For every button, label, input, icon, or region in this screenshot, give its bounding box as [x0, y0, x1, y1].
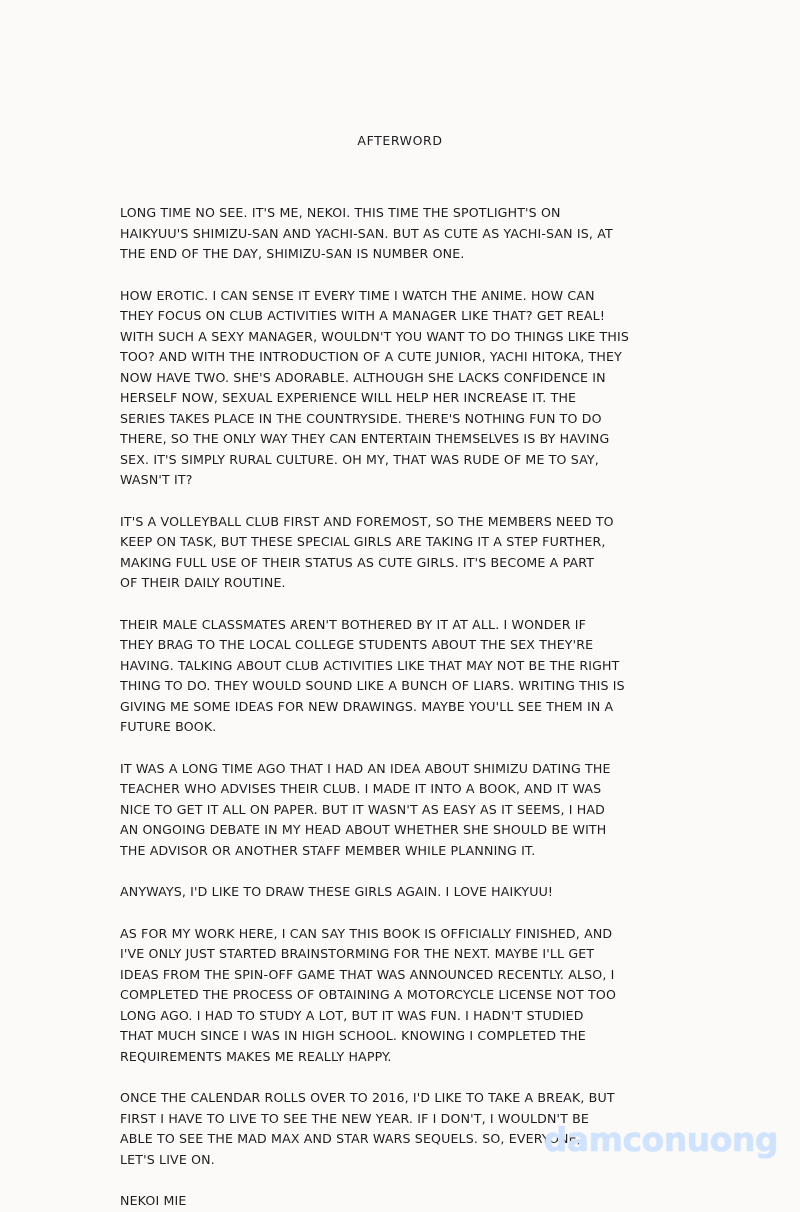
paragraph-1: LONG TIME NO SEE. IT'S ME, NEKOI. THIS TIME THE SPOTLIGHT'S ON HAIKYUU'S SHIMIZU-SAN AND YACHI-SAN. BUT AS CUTE AS YACHI-SAN IS, AT THE END OF THE DAY, SHIMIZU-SAN IS NUMBER ONE. [120, 205, 613, 261]
site-watermark: damconuong [543, 1120, 778, 1159]
page-title: AFTERWORD [357, 133, 443, 148]
afterword-body [120, 203, 695, 1212]
paragraph-5: IT WAS A LONG TIME AGO THAT I HAD AN IDEA ABOUT SHIMIZU DATING THE TEACHER WHO ADVISES THEIR CLUB. I MADE IT INTO A BOOK, AND IT WAS NICE TO GET IT ALL ON PAPER. BUT IT WASN'T AS EASY AS IT SEEMS, I HAD AN ONGOING DEBATE IN MY HEAD ABOUT WHETHER SHE SHOULD BE WITH THE ADVISOR OR ANOTHER STAFF MEMBER WHILE PLANNING IT. [120, 760, 611, 858]
paragraph-2: HOW EROTIC. I CAN SENSE IT EVERY TIME I WATCH THE ANIME. HOW CAN THEY FOCUS ON CLUB ACTIVITIES WITH A MANAGER LIKE THAT? GET REAL! WITH SUCH A SEXY MANAGER, WOULDN'T YOU WANT TO DO THINGS LIKE THIS TOO? AND WITH THE INTRODUCTION OF A CUTE JUNIOR, YACHI HITOKA, THEY NOW HAVE TWO. SHE'S ADORABLE. ALTHOUGH SHE LACKS CONFIDENCE IN HERSELF NOW, SEXUAL EXPERIENCE WILL HELP HER INCREASE IT. THE SERIES TAKES PLACE IN THE COUNTRYSIDE. THERE'S NOTHING FUN TO DO THERE, SO THE ONLY WAY THEY CAN ENTERTAIN THEMSELVES IS BY HAVING SEX. IT'S SIMPLY RURAL CULTURE. OH MY, THAT WAS RUDE OF ME TO SAY, WASN'T IT? [120, 287, 629, 487]
paragraph-4: THEIR MALE CLASSMATES AREN'T BOTHERED BY IT AT ALL. I WONDER IF THEY BRAG TO THE LOCAL COLLEGE STUDENTS ABOUT THE SEX THEY'RE HAVING. TALKING ABOUT CLUB ACTIVITIES LIKE THAT MAY NOT BE THE RIGHT THING TO DO. THEY WOULD SOUND LIKE A BUNCH OF LIARS. WRITING THIS IS GIVING ME SOME IDEAS FOR NEW DRAWINGS. MAYBE YOU'LL SEE THEM IN A FUTURE BOOK. [120, 616, 625, 734]
paragraph-7: AS FOR MY WORK HERE, I CAN SAY THIS BOOK IS OFFICIALLY FINISHED, AND I'VE ONLY JUST STARTED BRAINSTORMING FOR THE NEXT. MAYBE I'LL GET IDEAS FROM THE SPIN-OFF GAME THAT WAS ANNOUNCED RECENTLY. ALSO, I COMPLETED THE PROCESS OF OBTAINING A MOTORCYCLE LICENSE NOT TOO LONG AGO. I HAD TO STUDY A LOT, BUT IT WAS FUN. I HADN'T STUDIED THAT MUCH SINCE I WAS IN HIGH SCHOOL. KNOWING I COMPLETED THE REQUIREMENTS MAKES ME REALLY HAPPY. [120, 925, 617, 1064]
paragraph-6: ANYWAYS, I'D LIKE TO DRAW THESE GIRLS AGAIN. I LOVE HAIKYUU! [120, 884, 554, 899]
paragraph-8: ONCE THE CALENDAR ROLLS OVER TO 2016, I'D LIKE TO TAKE A BREAK, BUT FIRST I HAVE TO LIVE TO SEE THE NEW YEAR. IF I DON'T, I WOULDN'T BE ABLE TO SEE THE MAD MAX AND STAR WARS SEQUELS. SO, EVERYONE, LET'S LIVE ON. [120, 1090, 615, 1167]
paragraph-3: IT'S A VOLLEYBALL CLUB FIRST AND FOREMOST, SO THE MEMBERS NEED TO KEEP ON TASK, BUT THESE SPECIAL GIRLS ARE TAKING IT A STEP FURTHER, MAKING FULL USE OF THEIR STATUS AS CUTE GIRLS. IT'S BECOME A PART OF THEIR DAILY ROUTINE. [120, 513, 614, 590]
author-signature: NEKOI MIE [120, 1193, 187, 1208]
